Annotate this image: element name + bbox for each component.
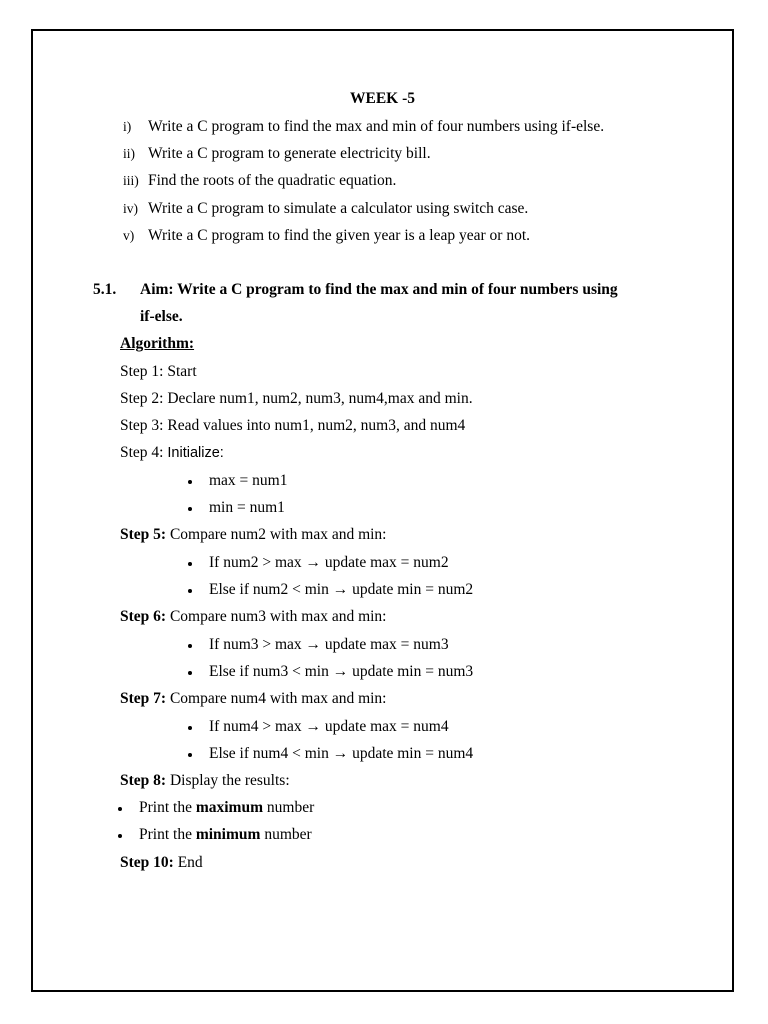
- step-4-item: max = num1: [209, 472, 288, 489]
- step-6-label: Step 6:: [120, 608, 167, 625]
- question-text: Write a C program to find the max and min of four numbers using if-else.: [148, 118, 605, 135]
- step-8-text: Display the results:: [166, 772, 290, 789]
- question-number: i): [123, 119, 132, 134]
- question-number: iv): [123, 201, 138, 216]
- step-6-text: Compare num3 with max and min:: [166, 608, 387, 625]
- step-7-label: Step 7:: [120, 690, 167, 707]
- step-7-text: Compare num4 with max and min:: [166, 690, 387, 707]
- bullet-icon: [188, 726, 192, 730]
- item-text: Print the: [139, 799, 196, 816]
- step-4-label: Step 4:: [120, 444, 168, 461]
- step-4-item: min = num1: [209, 499, 285, 516]
- document-page: [31, 29, 734, 992]
- question-text: Write a C program to simulate a calculator using switch case.: [148, 200, 529, 217]
- page-title: WEEK -5: [349, 90, 416, 107]
- step-5: [120, 525, 387, 545]
- bullet-icon: [188, 562, 192, 566]
- item-text: Print the: [139, 826, 196, 843]
- question-text: Find the roots of the quadratic equation.: [148, 172, 397, 189]
- bullet-icon: [118, 834, 122, 838]
- bullet-icon: [188, 671, 192, 675]
- item-text: number: [263, 799, 315, 816]
- step-6-item: If num3 > max → update max = num3: [209, 636, 449, 653]
- bullet-icon: [188, 507, 192, 511]
- step-5-item: Else if num2 < min → update min = num2: [209, 581, 474, 598]
- step-6: [120, 607, 387, 627]
- step-8-item: [139, 798, 314, 818]
- item-emphasis: minimum: [195, 826, 261, 843]
- bullet-icon: [188, 589, 192, 593]
- question-number: iii): [123, 173, 139, 188]
- step-1: Step 1: Start: [120, 363, 197, 380]
- step-10-label: Step 10:: [120, 854, 174, 871]
- step-7-item: Else if num4 < min → update min = num4: [209, 745, 474, 762]
- step-8-label: Step 8:: [120, 772, 167, 789]
- question-number: v): [123, 228, 135, 243]
- bullet-icon: [118, 807, 122, 811]
- item-emphasis: maximum: [195, 799, 264, 816]
- question-number: ii): [123, 146, 135, 161]
- aim-heading: Aim: Write a C program to find the max and min of four numbers using: [140, 281, 618, 298]
- item-text: number: [260, 826, 312, 843]
- step-4-text: Initialize:: [167, 445, 224, 461]
- section-number: 5.1.: [93, 281, 117, 298]
- bullet-icon: [188, 644, 192, 648]
- step-8-item: [139, 825, 312, 845]
- step-7: [120, 689, 387, 709]
- aim-heading-continued: if-else.: [140, 308, 183, 325]
- bullet-icon: [188, 753, 192, 757]
- question-text: Write a C program to generate electricity bill.: [148, 145, 431, 162]
- step-3: Step 3: Read values into num1, num2, num3, and num4: [120, 417, 466, 434]
- step-5-text: Compare num2 with max and min:: [166, 526, 387, 543]
- step-6-item: Else if num3 < min → update min = num3: [209, 663, 474, 680]
- step-7-item: If num4 > max → update max = num4: [209, 718, 449, 735]
- step-10-text: End: [173, 854, 203, 871]
- step-10: [120, 853, 203, 873]
- step-8: [120, 771, 290, 791]
- bullet-icon: [188, 480, 192, 484]
- question-text: Write a C program to find the given year is a leap year or not.: [148, 227, 531, 244]
- step-5-item: If num2 > max → update max = num2: [209, 554, 449, 571]
- step-2: Step 2: Declare num1, num2, num3, num4,max and min.: [120, 390, 473, 407]
- step-4: [120, 443, 224, 463]
- algorithm-heading: Algorithm:: [120, 335, 195, 352]
- step-5-label: Step 5:: [120, 526, 167, 543]
